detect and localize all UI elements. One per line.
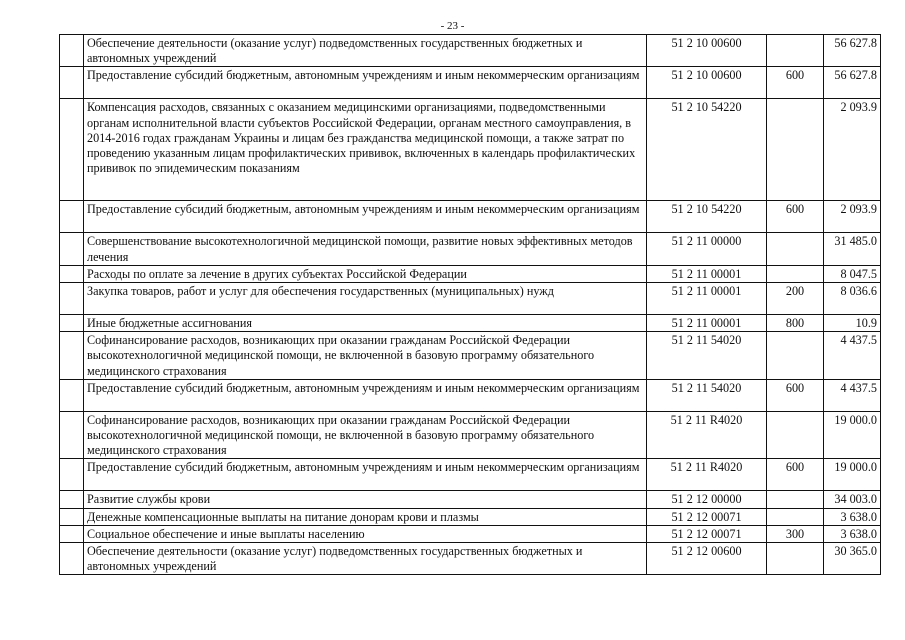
row-number-cell <box>60 201 84 233</box>
table-row <box>60 99 881 201</box>
expense-type-cell <box>767 332 824 380</box>
row-number-cell <box>60 233 84 265</box>
target-code-cell: 51 2 11 54020 <box>647 332 767 380</box>
target-code-cell: 51 2 10 00600 <box>647 35 767 67</box>
expense-name-cell: Софинансирование расходов, возникающих при оказании гражданам Российской Федерации высокотехнологичной медицинской помощи, не включенной в базовую программу обязательного медицинского страхования <box>84 332 647 380</box>
target-code-cell: 51 2 12 00600 <box>647 543 767 575</box>
amount-cell: 34 003.0 <box>824 491 881 508</box>
amount-cell: 56 627.8 <box>824 35 881 67</box>
expense-name-cell: Социальное обеспечение и иные выплаты населению <box>84 525 647 542</box>
table-row <box>60 201 881 233</box>
expense-type-cell: 600 <box>767 201 824 233</box>
amount-cell: 19 000.0 <box>824 459 881 491</box>
target-code-cell: 51 2 11 R4020 <box>647 459 767 491</box>
expense-type-cell: 800 <box>767 315 824 332</box>
amount-cell: 4 437.5 <box>824 332 881 380</box>
amount-cell: 56 627.8 <box>824 67 881 99</box>
expense-type-cell: 200 <box>767 283 824 315</box>
expense-name-cell: Денежные компенсационные выплаты на питание донорам крови и плазмы <box>84 508 647 525</box>
table-row <box>60 525 881 542</box>
expense-name-cell: Предоставление субсидий бюджетным, автономным учреждениям и иным некоммерческим организациям <box>84 459 647 491</box>
row-number-cell <box>60 283 84 315</box>
target-code-cell: 51 2 11 00001 <box>647 315 767 332</box>
amount-cell: 3 638.0 <box>824 525 881 542</box>
table-row <box>60 508 881 525</box>
expense-name-cell: Развитие службы крови <box>84 491 647 508</box>
expense-name-cell: Предоставление субсидий бюджетным, автономным учреждениям и иным некоммерческим организациям <box>84 67 647 99</box>
target-code-cell: 51 2 11 00001 <box>647 283 767 315</box>
row-number-cell <box>60 411 84 459</box>
target-code-cell: 51 2 11 R4020 <box>647 411 767 459</box>
expense-type-cell <box>767 491 824 508</box>
expense-type-cell <box>767 543 824 575</box>
row-number-cell <box>60 35 84 67</box>
row-number-cell <box>60 332 84 380</box>
expense-name-cell: Иные бюджетные ассигнования <box>84 315 647 332</box>
expense-name-cell: Закупка товаров, работ и услуг для обеспечения государственных (муниципальных) нужд <box>84 283 647 315</box>
target-code-cell: 51 2 12 00000 <box>647 491 767 508</box>
amount-cell: 2 093.9 <box>824 99 881 201</box>
row-number-cell <box>60 543 84 575</box>
row-number-cell <box>60 67 84 99</box>
table-row <box>60 315 881 332</box>
amount-cell: 8 036.6 <box>824 283 881 315</box>
row-number-cell <box>60 315 84 332</box>
target-code-cell: 51 2 10 00600 <box>647 67 767 99</box>
expense-type-cell <box>767 35 824 67</box>
amount-cell: 10.9 <box>824 315 881 332</box>
target-code-cell: 51 2 10 54220 <box>647 99 767 201</box>
row-number-cell <box>60 99 84 201</box>
amount-cell: 2 093.9 <box>824 201 881 233</box>
page-number: - 23 - <box>440 20 465 32</box>
amount-cell: 8 047.5 <box>824 265 881 282</box>
row-number-cell <box>60 459 84 491</box>
table-row <box>60 233 881 265</box>
row-number-cell <box>60 265 84 282</box>
target-code-cell: 51 2 11 54020 <box>647 379 767 411</box>
expense-name-cell: Обеспечение деятельности (оказание услуг) подведомственных государственных бюджетных и автономных учреждений <box>84 543 647 575</box>
row-number-cell <box>60 525 84 542</box>
table-row <box>60 543 881 575</box>
expense-type-cell: 300 <box>767 525 824 542</box>
amount-cell: 3 638.0 <box>824 508 881 525</box>
amount-cell: 31 485.0 <box>824 233 881 265</box>
target-code-cell: 51 2 11 00000 <box>647 233 767 265</box>
expense-name-cell: Обеспечение деятельности (оказание услуг) подведомственных государственных бюджетных и автономных учреждений <box>84 35 647 67</box>
amount-cell: 4 437.5 <box>824 379 881 411</box>
table-row <box>60 459 881 491</box>
amount-cell: 30 365.0 <box>824 543 881 575</box>
table-row <box>60 379 881 411</box>
expense-type-cell: 600 <box>767 67 824 99</box>
target-code-cell: 51 2 10 54220 <box>647 201 767 233</box>
row-number-cell <box>60 491 84 508</box>
expense-type-cell <box>767 508 824 525</box>
expense-type-cell: 600 <box>767 379 824 411</box>
expense-name-cell: Расходы по оплате за лечение в других субъектах Российской Федерации <box>84 265 647 282</box>
expense-name-cell: Совершенствование высокотехнологичной медицинской помощи, развитие новых эффективных методов лечения <box>84 233 647 265</box>
target-code-cell: 51 2 12 00071 <box>647 525 767 542</box>
row-number-cell <box>60 379 84 411</box>
expense-type-cell: 600 <box>767 459 824 491</box>
table-row <box>60 332 881 380</box>
target-code-cell: 51 2 11 00001 <box>647 265 767 282</box>
amount-cell: 19 000.0 <box>824 411 881 459</box>
target-code-cell: 51 2 12 00071 <box>647 508 767 525</box>
expense-type-cell <box>767 99 824 201</box>
table-row <box>60 411 881 459</box>
expense-type-cell <box>767 265 824 282</box>
expense-name-cell: Компенсация расходов, связанных с оказанием медицинскими организациями, подведомственными органам исполнительной власти субъектов Российской Федерации, органам местного самоуправления, в 2014-2016 годах гражданам Украины и лицам без гражданства медицинской помощи, а также затрат по проведению указанным лицам профилактических прививок, включенных в календарь профилактических прививок по эпидемическим показаниям <box>84 99 647 201</box>
expense-name-cell: Софинансирование расходов, возникающих при оказании гражданам Российской Федерации высокотехнологичной медицинской помощи, не включенной в базовую программу обязательного медицинского страхования <box>84 411 647 459</box>
table-row <box>60 283 881 315</box>
table-row <box>60 265 881 282</box>
expense-name-cell: Предоставление субсидий бюджетным, автономным учреждениям и иным некоммерческим организациям <box>84 201 647 233</box>
expense-name-cell: Предоставление субсидий бюджетным, автономным учреждениям и иным некоммерческим организациям <box>84 379 647 411</box>
table-row <box>60 491 881 508</box>
budget-table-body <box>60 35 881 575</box>
budget-table <box>59 34 881 575</box>
expense-type-cell <box>767 411 824 459</box>
table-row <box>60 35 881 67</box>
expense-type-cell <box>767 233 824 265</box>
row-number-cell <box>60 508 84 525</box>
table-row <box>60 67 881 99</box>
